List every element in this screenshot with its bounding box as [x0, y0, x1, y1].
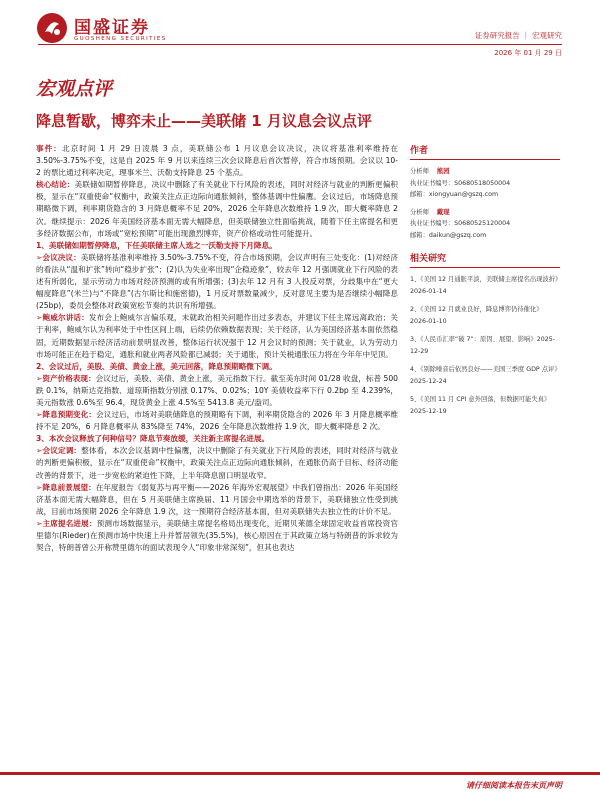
footer-divider	[0, 772, 600, 775]
cert-label: 执业证书编号：	[410, 220, 455, 227]
section2-text-2: 会议过后，市场对美联储降息的预期略有下调，利率期货隐含的 2026 年 3 月降息概率维持不足 20%，6 月降息概率从 83%降至 74%，2026 全年降息次数维持 1.9 次，即大概率降息 2 次。	[36, 410, 398, 432]
section3-text-3: 预测市场数据显示，美联储主席提名格局出现变化，近期贝莱德全球固定收益首席投资官里德尔(Rieder)在预测市场中快速上升并暂居领先(35.5%)，核心原因在于其政策立场与特朗普的诉求较为契合，特朗普曾公开称赞里德尔的面试表现令人“印象非常深刻”，但其也表达	[36, 518, 398, 553]
analyst-email-line	[410, 189, 560, 201]
main-content	[36, 143, 398, 763]
section2-paragraph-2	[36, 409, 398, 433]
core-paragraph	[36, 179, 398, 239]
brand-logo	[36, 12, 171, 48]
sidebar	[410, 143, 560, 424]
section3-text-1: 整体看，本次会议基调中性偏鹰，决议中删除了有关就业下行风险的表述，同时对经济与就业的判断更偏积极，显示在“双重使命”权衡中，政策关注点正边际向通胀倾斜，在通胀仍高于目标、经济动能改善的背景下，进一步宽松的紧迫性下降，上半年降息窗口明显收窄。	[36, 446, 398, 480]
section3-label-2: ➢降息前景展望：	[36, 482, 96, 492]
section-heading-1: 1、美联储如期暂停降息，下任美联储主席人选之一沃勒支持下月降息。	[36, 240, 277, 250]
analyst-name: 熊园	[436, 168, 450, 175]
analyst-cert-line	[410, 218, 560, 230]
section3-label-1: ➢会议定调：	[36, 446, 82, 456]
event-text: 北京时间 1 月 29 日凌晨 3 点，美联储公布 1 月议息会议决议，决议将基准利率维持在 3.50%-3.75%不变，这是自 2025 年 9 月以来连续三次会议降息后首次暂停，符合市场预期。会议以 10-2 的票比通过利率决定，理事米兰、沃勒支持降息 25 个基点。	[36, 144, 398, 178]
report-type: 证券研究报告 ｜ 宏观研究	[474, 31, 562, 40]
section3-paragraph-2	[36, 482, 398, 518]
cert-number: S0680518050004	[454, 179, 511, 187]
page-header	[0, 0, 600, 62]
report-date: 2026 年 01 月 29 日	[494, 49, 562, 57]
related-research-heading: 相关研究	[410, 251, 560, 268]
section3-label-3: ➢主席提名进展：	[36, 518, 97, 528]
section2-text-1: 会议过后，美股、美债、黄金上涨，美元指数下行。截至美东时间 01/28 收盘，标普 500 跌 0.1%，纳斯达克指数、道琼斯指数分别涨 0.17%、0.02%；10Y 美债收益率下行 0.2bp 至 4.239%，美元指数涨 0.6%至 96.4，现货黄金上涨 4.5%至 5413.8 美元/盎司。	[36, 373, 398, 407]
section2-paragraph-1	[36, 373, 398, 409]
analyst-role: 分析师	[410, 168, 429, 175]
logo-en: GUOSHENG SECURITIES	[74, 36, 167, 42]
footer-disclaimer: 请仔细阅读本报告末页声明	[466, 781, 562, 790]
section1-text-1: 美联储将基准利率维持 3.50%-3.75%不变，符合市场预期，会议声明有三处变化：(1)对经济的看法从“温和扩张”转向“稳步扩张”；(2)认为失业率出现“企稳迹象”，较去年 12 月强调就业下行风险的表述有所弱化，显示劳动力市场对经济预测的或有所增强；(3)去年 12 月有 3 人投反对票，分歧集中在“更大幅度降息”(米兰)与“不降息”(古尔斯比和施密德)，1 月反对票数量减少，反对意见主要为是否继续小幅降息(25bp)，委员会整体对政策宽松节奏的共识有所增强。	[36, 252, 398, 311]
analyst-name-line	[410, 207, 560, 219]
event-label: 事件：	[36, 144, 62, 153]
section3-paragraph-1	[36, 445, 398, 481]
related-research-item[interactable]: 1、《美国 12 月通胀平淡，美联储主席提名出现波折》2026-01-14	[410, 276, 559, 295]
section2-label-2: ➢降息预期变化：	[36, 410, 97, 420]
event-paragraph	[36, 143, 398, 179]
analyst-cert-line	[410, 178, 560, 190]
report-category: 宏观点评	[36, 78, 113, 100]
report-title: 降息暂歇，博弈未止——美联储 1 月议息会议点评	[36, 112, 372, 130]
email-label: 邮箱：	[410, 191, 429, 198]
section1-paragraph-1	[36, 252, 398, 312]
analyst-email-link[interactable]: xiongyuan@gszq.com	[428, 191, 499, 198]
cert-number: S0680525120004	[454, 220, 511, 227]
page-footer	[0, 772, 600, 800]
related-research-item[interactable]: 3、《人民币汇率“破 7”：原因、展望、影响》2025-12-29	[410, 336, 556, 355]
logo-cn: 国盛证券	[74, 18, 150, 38]
authors-heading: 作者	[410, 143, 560, 160]
logo-emblem-icon	[36, 12, 68, 44]
analyst-name-line	[410, 166, 560, 178]
section1-paragraph-2	[36, 312, 398, 360]
core-label: 核心结论：	[36, 180, 75, 190]
core-text: 美联储如期暂停降息，决议中删除了有关就业下行风险的表述，同时对经济与就业的判断更偏积极，显示在“双重使命”权衡中，政策关注点正边际向通胀倾斜，整体基调中性偏鹰。会议过后，市场降息预期略微下调，利率期货隐含的 3 月降息概率不足 20%，2026 全年降息次数维持 1.9 次，即大概率降息 2 次。继续提示：2026 年美国经济基本面无需大幅降息，但美联储独立性面临挑战，随着下任主席提名和更多经济数据公布，市场或“宽松预期”可能出现激烈博弈，资产价格或动性可能提升。	[36, 180, 398, 238]
section1-text-2: 发布会上鲍威尔言偏乐观，未就政治相关问题作出过多表态，并建议下任主席远离政治；关于利率，鲍威尔认为利率处于中性区间上端，后续仍依赖数据表现；关于经济，认为美国经济基本面依然稳固，近期数据显示经济活动前景明显改善，整体运行状况强于 12 月会议时的预测；关于就业，认为劳动力市场可能正在趋于稳定，通胀和就业两者风险都已减弱；关于通胀，预计关税通胀压力将在今年年中见顶。	[36, 313, 398, 359]
analyst-card	[410, 207, 560, 242]
analyst-name: 戴琨	[436, 208, 450, 216]
related-research-item[interactable]: 5、《美国 11 月 CPI 意外回落，但数据可能失真》2025-12-19	[410, 396, 551, 415]
section-heading-2: 2、会议过后，美股、美债、黄金上涨，美元回落，降息预期略微下调。	[36, 361, 277, 371]
analyst-role: 分析师	[410, 208, 429, 216]
section-heading-3: 3、本次会议释放了何种信号？降息节奏放缓，关注新主席提名进展。	[36, 434, 270, 444]
related-research-item[interactable]: 4、《别除噪音后依然良好——美国三季度 GDP 点评》2025-12-24	[410, 366, 558, 385]
section2-label-1: ➢资产价格表现：	[36, 373, 96, 383]
email-label: 邮箱：	[410, 231, 429, 239]
analyst-email-link[interactable]: daikun@gszq.com	[428, 231, 487, 239]
section1-label-1: ➢会议决议：	[36, 252, 81, 262]
analyst-card	[410, 166, 560, 201]
section3-text-2: 在年度报告《弱复苏与再平衡——2026 年海外宏观展望》中我们曾指出：2026 年美国经济基本面无需大幅降息，但在 5 月美联储主席换届、11 月国会中期选举的背景下，美联储独立性受到挑战，目前市场预期 2026 全年降息 1.9 次，这一预期符合经济基本面，但对美联储失去独立性的计价不足。	[36, 482, 398, 516]
section1-label-2: ➢鲍威尔讲话：	[36, 313, 89, 323]
analyst-email-line	[410, 230, 560, 242]
header-divider	[38, 44, 562, 45]
cert-label: 执业证书编号：	[410, 179, 455, 187]
related-research-item[interactable]: 2、《美国 12 月就业良好，降息博弈仍待催化》2026-01-10	[410, 306, 543, 325]
section3-paragraph-3	[36, 518, 398, 554]
